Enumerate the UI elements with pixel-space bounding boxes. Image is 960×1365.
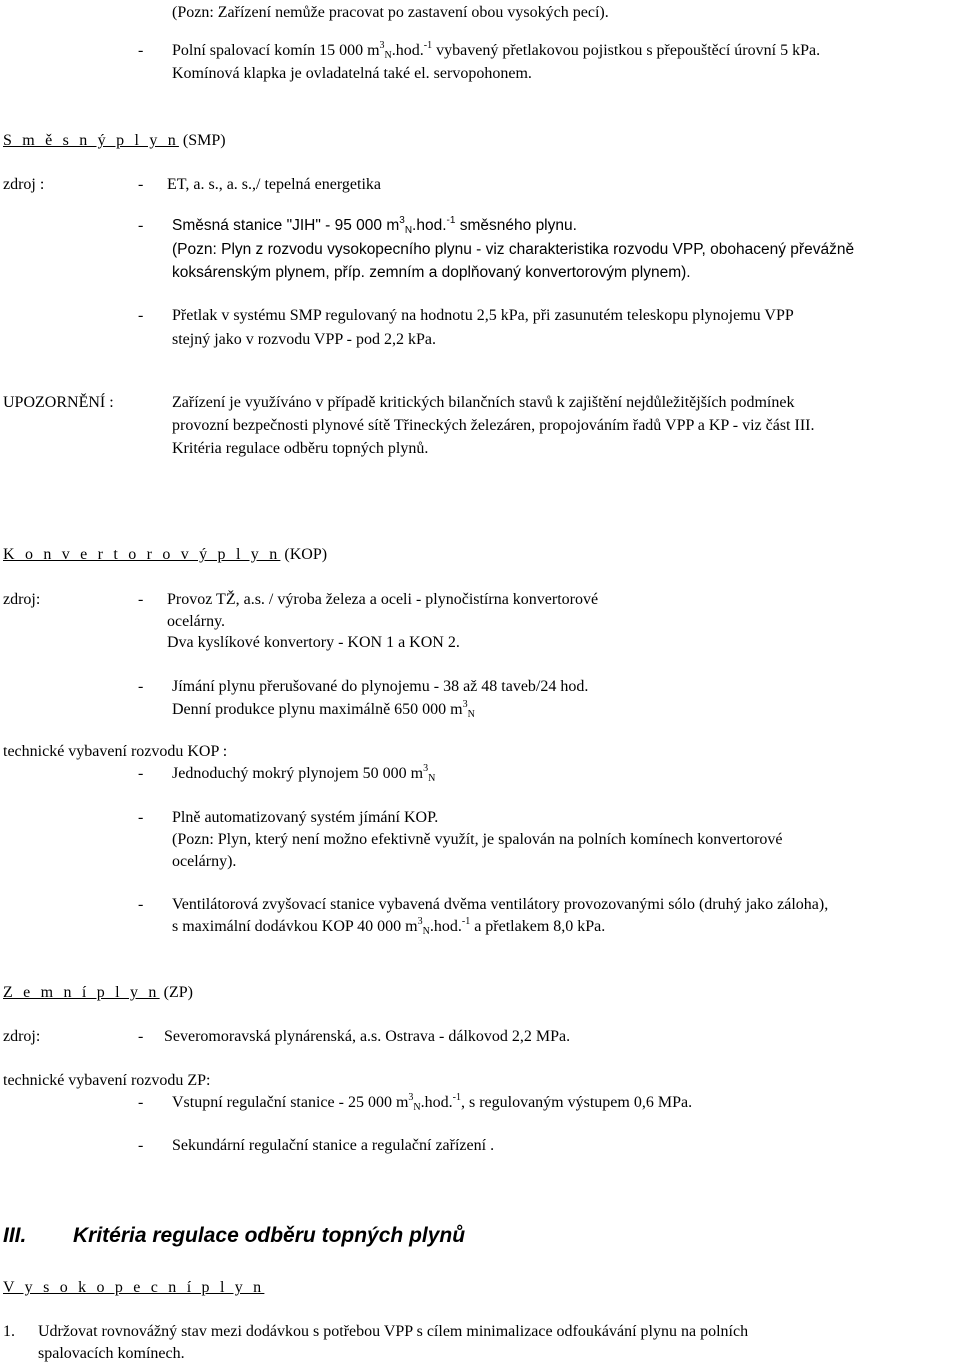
kop-tech-item: s maximální dodávkou KOP 40 000 $m^3_N.hod.^{-1}$ a přetlakem 8,0 kPa. — [172, 916, 606, 937]
section-heading-smp: S m ě s n ý p l y n (SMP) — [3, 132, 226, 149]
tech-label: technické vybavení rozvodu KOP : — [3, 743, 228, 760]
list-dash: - — [138, 307, 144, 324]
list-dash: - — [138, 217, 144, 234]
list-dash: - — [138, 678, 144, 695]
list-dash: - — [138, 591, 144, 608]
list-number: 1. — [3, 1323, 15, 1340]
kop-jimani: Jímání plynu přerušované do plynojemu - 38 až 48 taveb/24 hod. — [172, 678, 589, 695]
zdroj-text: Dva kyslíkové konvertory - KON 1 a KON 2. — [167, 634, 460, 651]
section-heading-vp: V y s o k o p e c n í p l y n — [3, 1279, 265, 1296]
list-dash: - — [138, 809, 144, 826]
zdroj-text: ET, a. s., a. s.,/ tepelná energetika — [167, 176, 381, 193]
kop-tech-item: ocelárny). — [172, 853, 237, 870]
section-heading-kop: K o n v e r t o r o v ý p l y n (KOP) — [3, 546, 328, 563]
zdroj-label: zdroj : — [3, 176, 45, 193]
list-dash: - — [138, 1094, 144, 1111]
list-dash: - — [138, 1137, 144, 1154]
smp-item-2: Přetlak v systému SMP regulovaný na hodnotu 2,5 kPa, při zasunutém teleskopu plynojemu VPP — [172, 307, 794, 324]
zdroj-text: Provoz TŽ, a.s. / výroba železa a oceli - plynočistírna konvertorové — [167, 591, 599, 608]
smp-item-1: Směsná stanice "JIH" - 95 000 $m^3_N.hod.^{-1}$ směsného plynu. — [172, 215, 577, 236]
tech-label: technické vybavení rozvodu ZP: — [3, 1072, 211, 1089]
smp-item-1-note: (Pozn: Plyn z rozvodu vysokopecního plynu - viz charakteristika rozvodu VPP, obohacený převážně — [172, 241, 855, 258]
polni-line-2: Komínová klapka je ovladatelná také el. servopohonem. — [172, 65, 532, 82]
section-number: III. — [3, 1224, 27, 1247]
section-title: Kritéria regulace odběru topných plynů — [73, 1224, 466, 1247]
smp-item-1-note: koksárenským plynem, příp. zemním a doplňovaný konvertorovým plynem). — [172, 264, 691, 281]
kop-tech-item: (Pozn: Plyn, který není možno efektivně využít, je spalován na polních komínech konvertorové — [172, 831, 783, 848]
zdroj-label: zdroj: — [3, 591, 41, 608]
kop-tech-item: Jednoduchý mokrý plynojem 50 000 $m^3_N$ — [172, 763, 436, 784]
smp-item-2: stejný jako v rozvodu VPP - pod 2,2 kPa. — [172, 331, 436, 348]
list-dash: - — [138, 896, 144, 913]
zp-tech-item: Vstupní regulační stanice - 25 000 $m^3_N.hod.^{-1}$, s regulovaným výstupem 0,6 MPa. — [172, 1092, 693, 1113]
zp-tech-item: Sekundární regulační stanice a regulační zařízení . — [172, 1137, 495, 1154]
kop-tech-item: Plně automatizovaný systém jímání KOP. — [172, 809, 439, 826]
list-dash: - — [138, 176, 144, 193]
list-dash: - — [138, 42, 144, 59]
zdroj-label: zdroj: — [3, 1028, 41, 1045]
section-heading-zp: Z e m n í p l y n (ZP) — [3, 984, 193, 1001]
warning-text: Zařízení je využíváno v případě kritických bilančních stavů k zajištění nejdůležitějších podmínek — [172, 394, 795, 411]
kop-tech-item: Ventilátorová zvyšovací stanice vybavená dvěma ventilátory provozovanými sólo (druhý jako záloha), — [172, 896, 829, 913]
warning-text: Kritéria regulace odběru topných plynů. — [172, 440, 429, 457]
zdroj-text: ocelárny. — [167, 613, 226, 630]
zdroj-text: Severomoravská plynárenská, a.s. Ostrava - dálkovod 2,2 MPa. — [164, 1028, 571, 1045]
warning-label: UPOZORNĚNÍ : — [3, 394, 114, 411]
kop-jimani: Denní produkce plynu maximálně 650 000 $m^3_N$ — [172, 699, 475, 720]
list-dash: - — [138, 1028, 144, 1045]
note-text: (Pozn: Zařízení nemůže pracovat po zastavení obou vysokých pecí). — [172, 4, 609, 21]
polni-line-1: Polní spalovací komín 15 000 $m^3_N.hod.^{-1}$ vybavený přetlakovou pojistkou s přepouštěcí úrovní 5 kPa. — [172, 40, 821, 61]
vp-item-1: Udržovat rovnovážný stav mezi dodávkou s potřebou VPP s cílem minimalizace odfoukávání plynu na polních — [38, 1323, 749, 1340]
vp-item-1: spalovacích komínech. — [38, 1345, 185, 1362]
warning-text: provozní bezpečnosti plynové sítě Třineckých železáren, propojováním řadů VPP a KP - viz část III. — [172, 417, 815, 434]
list-dash: - — [138, 765, 144, 782]
